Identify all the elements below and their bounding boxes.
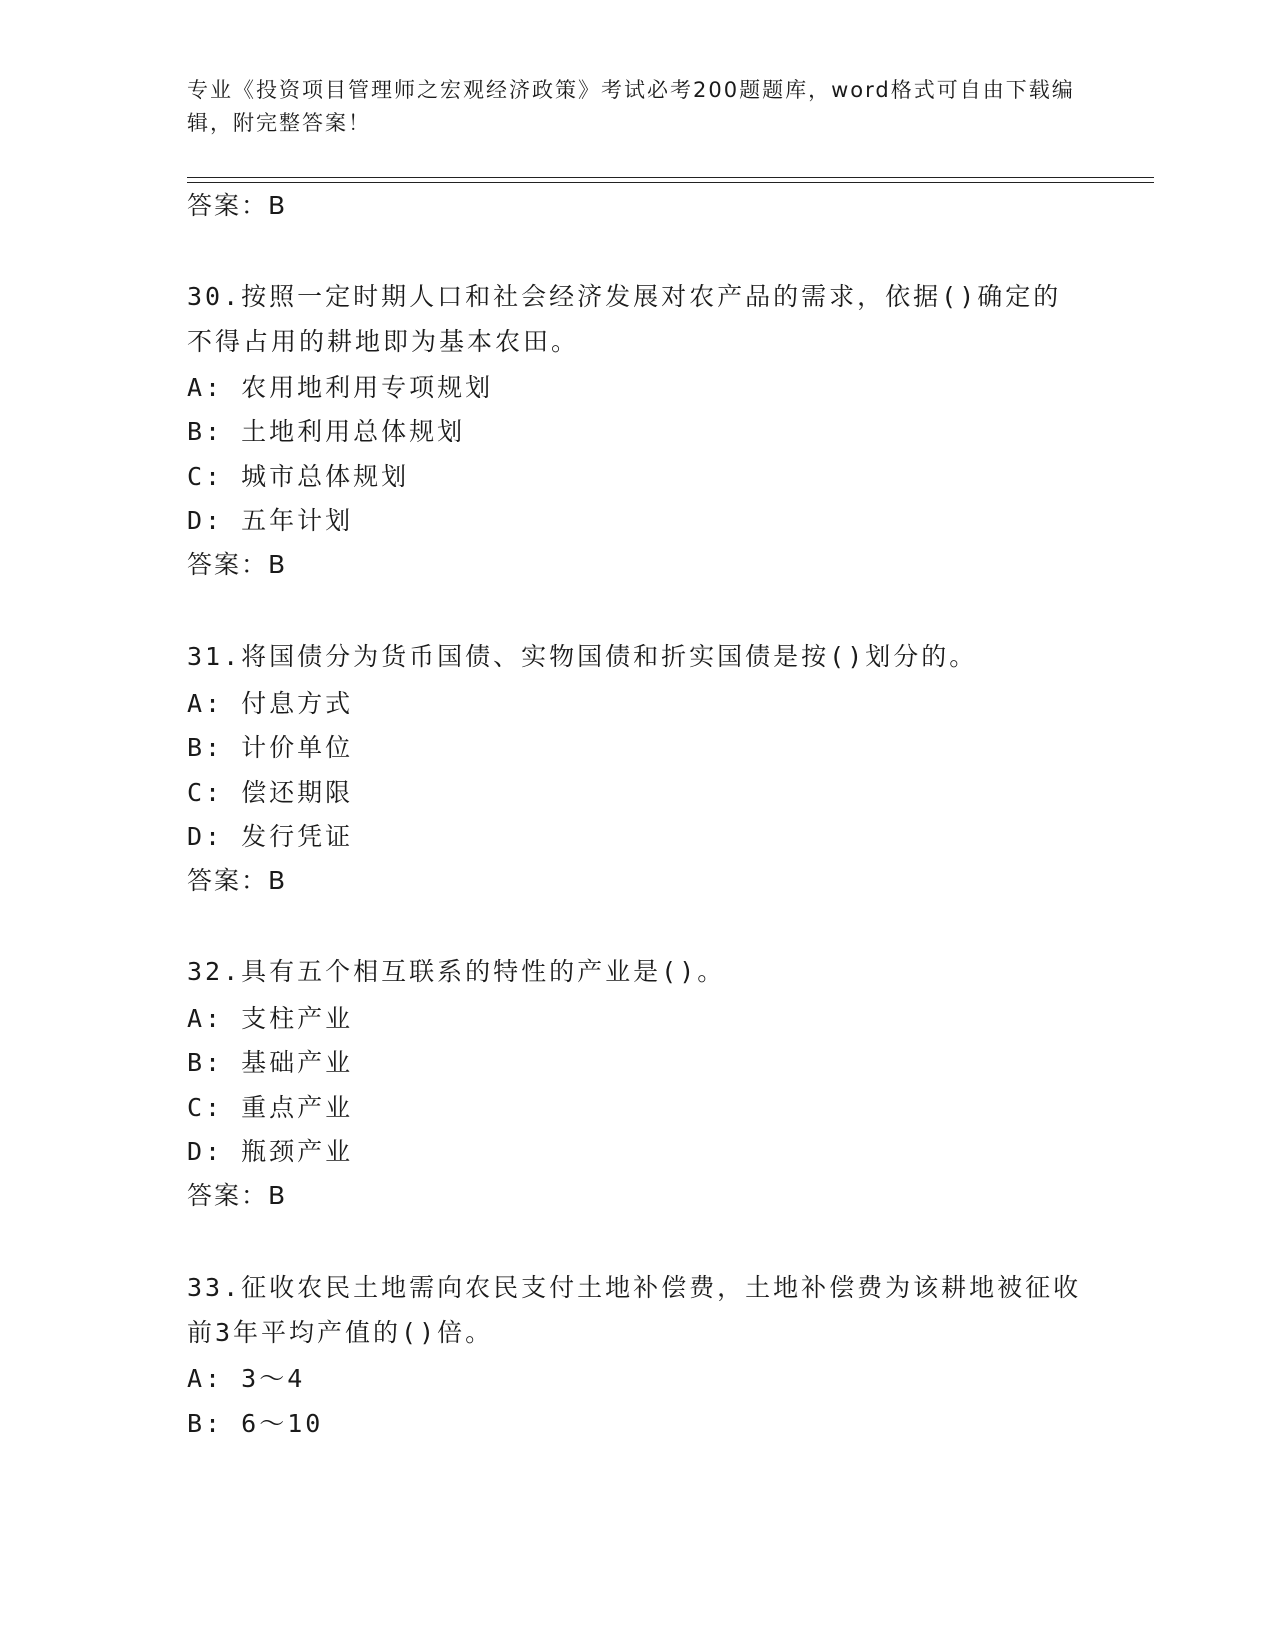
question-32-option-c: C: 重点产业 — [187, 1093, 354, 1122]
question-32-option-d: D: 瓶颈产业 — [187, 1137, 354, 1166]
header-rule-bottom — [187, 182, 1154, 183]
question-33-option-b: B: 6～10 — [187, 1409, 324, 1438]
question-31-option-d: D: 发行凭证 — [187, 822, 354, 851]
document-header: 专业《投资项目管理师之宏观经济政策》考试必考200题题库，word格式可自由下载编辑，附完整答案！ — [187, 78, 1075, 135]
question-31-option-b: B: 计价单位 — [187, 733, 354, 762]
question-32-option-a: A: 支柱产业 — [187, 1004, 354, 1033]
question-31-stem: 31.将国债分为货币国债、实物国债和折实国债是按()划分的。 — [187, 642, 978, 671]
question-30-option-d: D: 五年计划 — [187, 506, 354, 535]
question-31-answer: 答案：B — [187, 866, 288, 895]
question-32-option-b: B: 基础产业 — [187, 1048, 354, 1077]
question-30-option-c: C: 城市总体规划 — [187, 462, 410, 491]
question-31-option-a: A: 付息方式 — [187, 689, 354, 718]
header-rule-top — [187, 177, 1154, 178]
question-33-stem: 33.征收农民土地需向农民支付土地补偿费，土地补偿费为该耕地被征收前3年平均产值的()倍。 — [187, 1273, 1082, 1347]
question-31-option-c: C: 偿还期限 — [187, 778, 354, 807]
question-32-stem: 32.具有五个相互联系的特性的产业是()。 — [187, 957, 726, 986]
question-30-answer: 答案：B — [187, 550, 288, 579]
question-30-option-a: A: 农用地利用专项规划 — [187, 373, 494, 402]
question-33-option-a: A: 3～4 — [187, 1364, 306, 1393]
answer-29: 答案：B — [187, 191, 288, 220]
question-32-answer: 答案：B — [187, 1181, 288, 1210]
question-30-option-b: B: 土地利用总体规划 — [187, 417, 466, 446]
question-30-stem: 30.按照一定时期人口和社会经济发展对农产品的需求，依据()确定的不得占用的耕地即为基本农田。 — [187, 282, 1062, 356]
